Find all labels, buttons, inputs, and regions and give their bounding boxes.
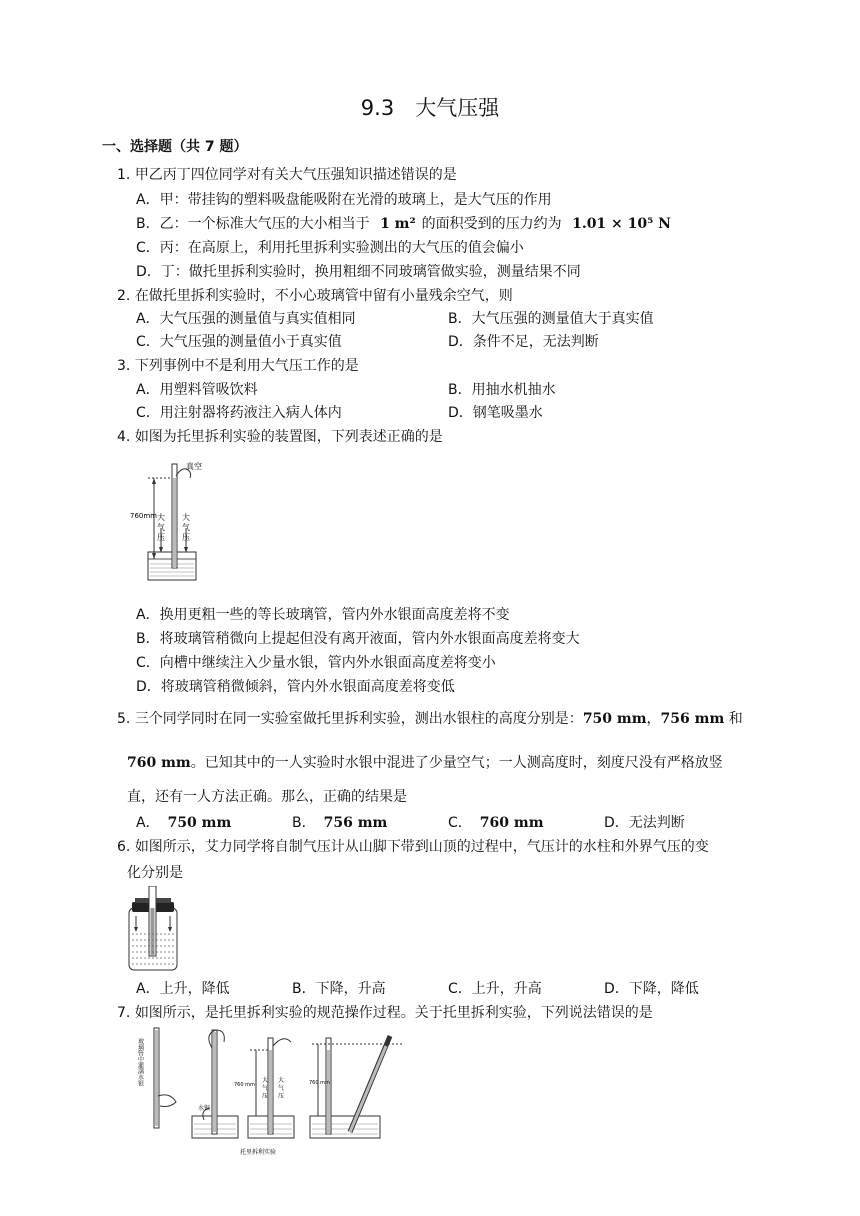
q3-option-c: C．用注射器将药液注入病人体内: [136, 405, 342, 421]
question-stem: 如图所示，是托里拆利实验的规范操作过程。关于托里拆利实验，下列说法错误的是: [134, 1005, 653, 1021]
question-4: [117, 426, 443, 446]
label-fill-mercury: 玻璃管中灌满水银: [136, 1038, 144, 1086]
value-750: 750 mm: [582, 711, 647, 727]
question-stem: 甲乙丙丁四位同学对有关大气压强知识描述错误的是: [134, 167, 457, 183]
question-number: 3.: [117, 358, 131, 374]
q6-option-d: D．下降，降低: [604, 981, 699, 997]
value-760: 760 mm: [127, 755, 191, 771]
question-number: 2.: [117, 288, 131, 304]
q1-option-b-mid: 的面积受到的压力约为: [421, 216, 562, 232]
question-5-line-3: 直，还有一人方法正确。那么，正确的结果是: [127, 789, 407, 805]
option-value: 750 mm: [167, 815, 232, 831]
label-qi-right: 气: [182, 523, 190, 532]
label-mercury: 水银: [198, 1105, 211, 1112]
question-stem: 如图为托里拆利实验的装置图，下列表述正确的是: [134, 429, 443, 445]
label-ya-a: 压: [262, 1093, 269, 1100]
question-5-line-2: [127, 752, 723, 772]
q1-option-c: C．丙：在高原上，利用托里拆利实验测出的大气压的值会偏小: [136, 240, 524, 256]
question-stem-cont: 。已知其中的一人实验时水银中混进了少量空气；一人测高度时，刻度尺没有严格放竖: [190, 755, 723, 771]
section-heading: 一、选择题（共 7 题）: [102, 139, 248, 155]
q5-option-d: D．无法判断: [604, 815, 685, 831]
barometer-bottle-figure: [126, 886, 180, 974]
q4-option-c: C．向槽中继续注入少量水银，管内外水银面高度差将变小: [136, 655, 496, 671]
label-760mm-a: 760 mm: [234, 1082, 255, 1088]
and-word: 和: [724, 711, 743, 727]
question-6-line-2: 化分别是: [127, 865, 183, 881]
q4-option-d: D．将玻璃管稍微倾斜，管内外水银面高度差将变低: [136, 679, 455, 695]
question-number: 7.: [117, 1005, 131, 1021]
q5-option-c: [448, 812, 544, 832]
question-3: [117, 355, 359, 375]
question-stem: 下列事例中不是利用大气压工作的是: [134, 358, 359, 374]
label-qi-left: 气: [157, 523, 165, 532]
question-6: [117, 836, 709, 856]
q1-option-b-text: B．乙：一个标准大气压的大小相当于: [136, 216, 370, 232]
q3-option-a: A．用塑料管吸饮料: [136, 382, 258, 398]
page-title: 9.3 大气压强: [360, 96, 500, 120]
option-letter: C．: [448, 815, 472, 831]
q1-option-b-area: 1 m²: [380, 216, 416, 232]
q2-option-a: A．大气压强的测量值与真实值相同: [136, 311, 356, 327]
q4-option-b: B．将玻璃管稍微向上提起但没有离开液面，管内外水银面高度差将变大: [136, 631, 580, 647]
q6-option-b: B．下降，升高: [292, 981, 386, 997]
label-vacuum: 真空: [186, 462, 202, 471]
question-stem: 在做托里拆利实验时，不小心玻璃管中留有小量残余空气，则: [134, 288, 513, 304]
q2-option-c: C．大气压强的测量值小于真实值: [136, 334, 342, 350]
q6-option-a: A．上升，降低: [136, 981, 230, 997]
option-value: 756 mm: [323, 815, 388, 831]
label-qi-b: 气: [278, 1085, 285, 1092]
question-2: [117, 285, 513, 305]
label-qi-a: 气: [262, 1085, 269, 1092]
label-da-left: 大: [157, 513, 165, 522]
label-760mm-b: 760 mm: [309, 1080, 330, 1086]
question-1: [117, 164, 457, 184]
question-number: 1.: [117, 167, 131, 183]
question-number: 6.: [117, 839, 131, 855]
label-da-b: 大: [278, 1077, 285, 1084]
q1-option-a: A．甲：带挂钩的塑料吸盘能吸附在光滑的玻璃上，是大气压的作用: [136, 192, 552, 208]
q2-option-d: D．条件不足，无法判断: [448, 334, 599, 350]
torricelli-procedure-figure: [128, 1024, 408, 1158]
label-ya-b: 压: [278, 1093, 285, 1100]
q3-option-b: B．用抽水机抽水: [448, 382, 556, 398]
question-5-line-1: [117, 708, 743, 728]
value-756: 756 mm: [660, 711, 725, 727]
q3-option-d: D．钢笔吸墨水: [448, 405, 543, 421]
label-ya-left: 压: [157, 533, 165, 542]
q4-option-a: A．换用更粗一些的等长玻璃管，管内外水银面高度差将不变: [136, 607, 510, 623]
question-number: 4.: [117, 429, 131, 445]
label-760mm: 760mm: [130, 512, 157, 520]
label-ya-right: 压: [182, 533, 190, 542]
figure-caption: 托里拆利实验: [240, 1149, 277, 1156]
question-number: 5.: [117, 711, 131, 727]
question-stem: 如图所示，艾力同学将自制气压计从山脚下带到山顶的过程中，气压计的水柱和外界气压的变: [134, 839, 709, 855]
q5-option-b: [292, 812, 387, 832]
q1-option-d: D．丁：做托里拆利实验时，换用粗细不同玻璃管做实验，测量结果不同: [136, 264, 581, 280]
question-7: [117, 1002, 653, 1022]
option-letter: A．: [136, 815, 160, 831]
torricelli-apparatus-figure: [130, 456, 210, 584]
option-value: 760 mm: [479, 815, 544, 831]
q1-option-b-force: 1.01 × 10⁵ N: [572, 216, 671, 232]
question-stem: 三个同学同时在同一实验室做托里拆利实验，测出水银柱的高度分别是：: [134, 711, 583, 727]
label-da-right: 大: [182, 513, 190, 522]
q6-option-c: C．上升，升高: [448, 981, 542, 997]
q2-option-b: B．大气压强的测量值大于真实值: [448, 311, 654, 327]
q5-option-a: [136, 812, 231, 832]
label-da-a: 大: [262, 1077, 269, 1084]
q1-option-b: [136, 213, 671, 233]
comma: ，: [646, 711, 661, 727]
option-letter: B．: [292, 815, 316, 831]
